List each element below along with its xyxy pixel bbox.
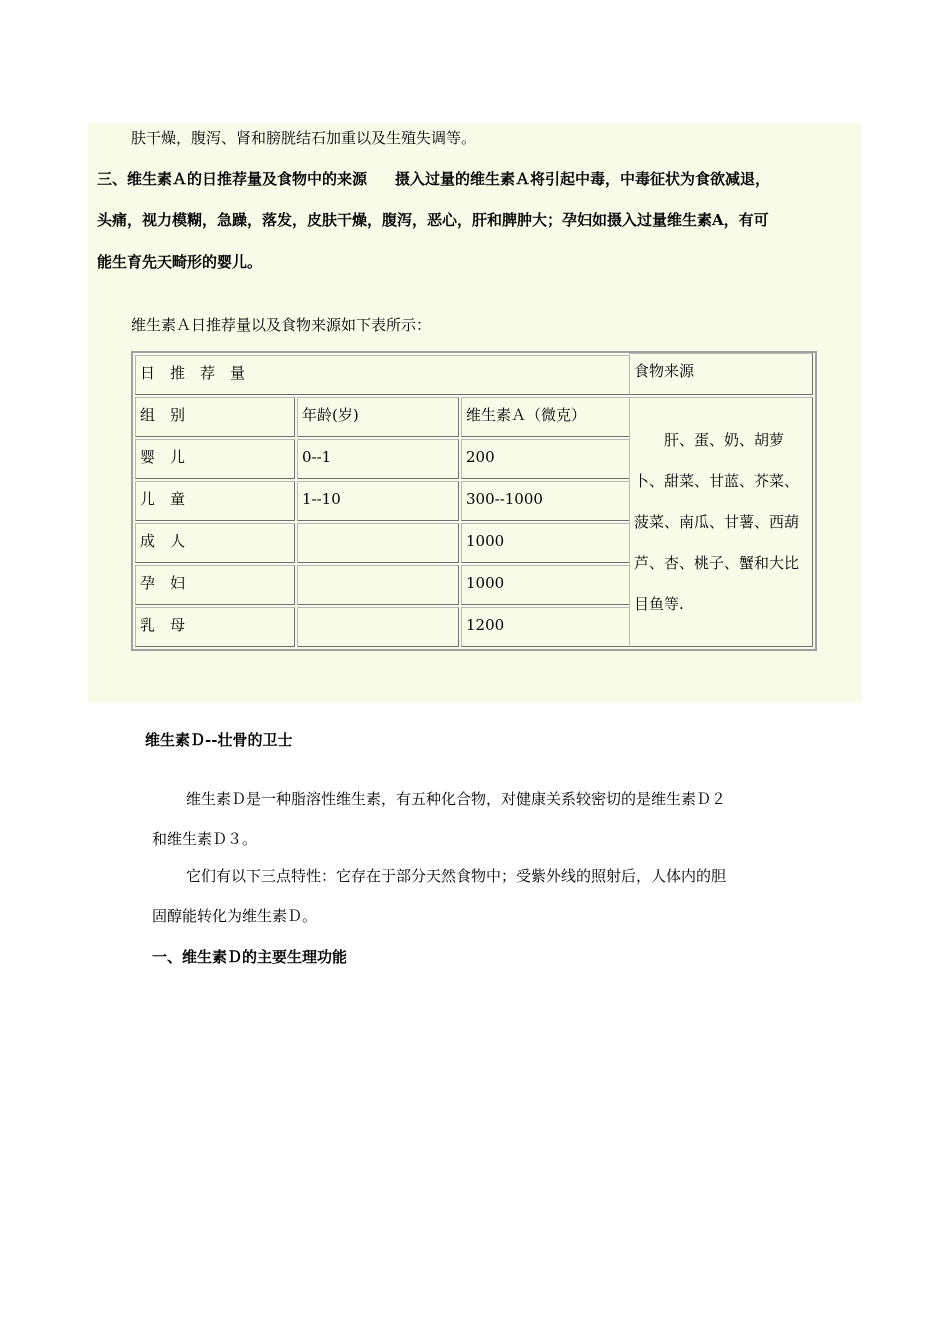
- table-intro: 维生素Ａ日推荐量以及食物来源如下表所示：: [131, 316, 432, 334]
- column-header-group: 组 别: [135, 397, 295, 437]
- table-row-amount: 300--1000: [461, 481, 631, 521]
- heading-continuation-text: 摄入过量的维生素Ａ将引起中毒，中毒征状为食欲减退，: [395, 170, 771, 188]
- table-row-amount: 1200: [461, 607, 631, 647]
- column-header-amount: 维生素Ａ（微克）: [461, 397, 631, 437]
- table-row-age: 1--10: [297, 481, 459, 521]
- table-row-age: 0--1: [297, 439, 459, 479]
- table-row-age: [297, 523, 459, 563]
- overdose-text-line: 头痛，视力模糊，急躁，落发，皮肤干燥，腹泻，恶心，肝和脾肿大；孕妇如摄入过量维生素A，有可: [97, 211, 769, 229]
- vitamin-d-paragraph-2: 它们有以下三点特性：它存在于部分天然食物中；受紫外线的照射后，人体内的胆: [186, 867, 727, 885]
- table-row-group: 儿 童: [135, 481, 295, 521]
- table-row-group: 乳 母: [135, 607, 295, 647]
- vitamin-d-paragraph-2-end: 固醇能转化为维生素Ｄ。: [152, 907, 318, 925]
- section-title-vitamin-d: 维生素Ｄ--壮骨的卫士: [145, 731, 293, 749]
- vitamin-d-function-heading: 一、维生素Ｄ的主要生理功能: [152, 948, 348, 966]
- table-row-group: 孕 妇: [135, 565, 295, 605]
- table-row-group: 婴 儿: [135, 439, 295, 479]
- column-header-age: 年龄(岁): [297, 397, 459, 437]
- table-row-amount: 1000: [461, 565, 631, 605]
- heading-text: 三、维生素Ａ的日推荐量及食物中的来源: [97, 170, 368, 188]
- table-row-group: 成 人: [135, 523, 295, 563]
- table-header-food-sources: 食物来源: [629, 353, 813, 395]
- vitamin-d-paragraph-1-end: 和维生素Ｄ３。: [152, 830, 258, 848]
- vitamin-d-paragraph-1: 维生素Ｄ是一种脂溶性维生素，有五种化合物，对健康关系较密切的是维生素Ｄ２: [186, 790, 727, 808]
- table-header-daily-intake: 日 推 荐 量: [135, 355, 761, 395]
- paragraph-continuation: 肤干燥，腹泻、肾和膀胱结石加重以及生殖失调等。: [131, 129, 477, 147]
- section-heading-vitamin-a-intake: [97, 169, 770, 189]
- overdose-text-line-end: 能生育先天畸形的婴儿。: [97, 253, 263, 271]
- table-row-amount: 1000: [461, 523, 631, 563]
- food-sources-cell: 肝、蛋、奶、胡萝卜、甜菜、甘蓝、芥菜、菠菜、南瓜、甘薯、西葫芦、杏、桃子、蟹和大比目鱼等.: [629, 397, 813, 647]
- table-row-age: [297, 607, 459, 647]
- table-row-amount: 200: [461, 439, 631, 479]
- table-row-age: [297, 565, 459, 605]
